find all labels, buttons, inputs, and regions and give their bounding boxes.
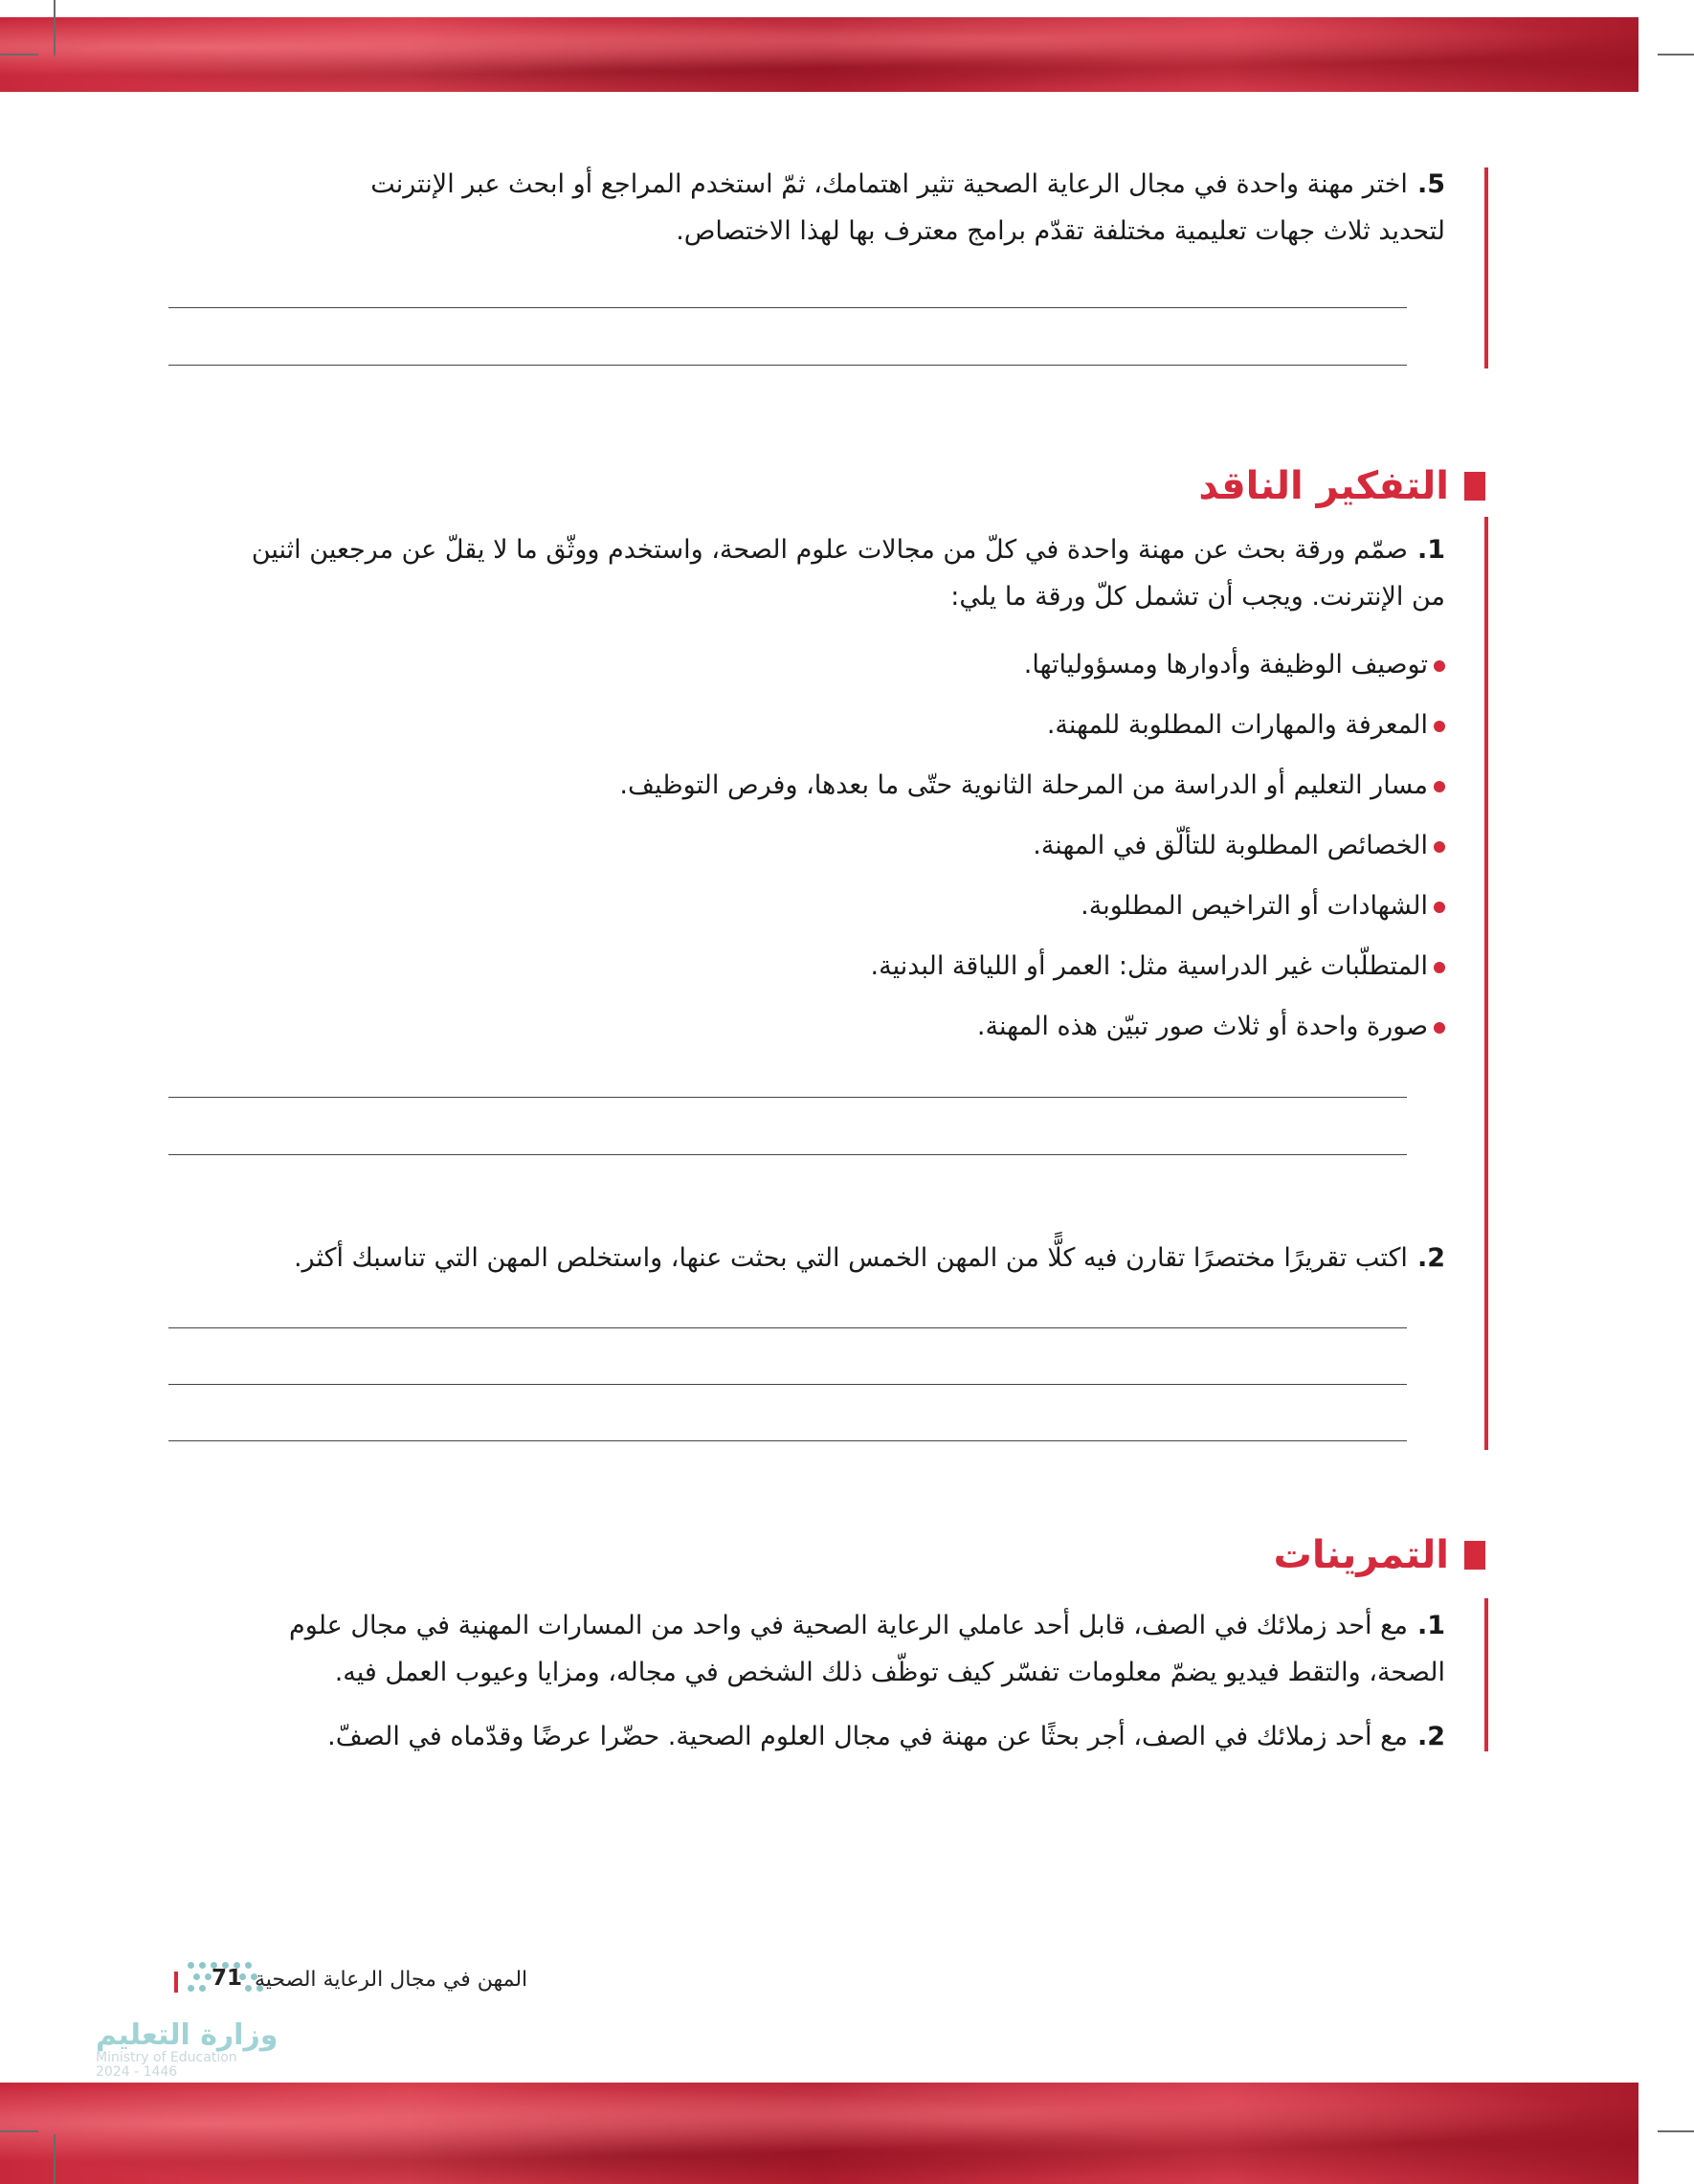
- list-item: الخصائص المطلوبة للتألّق في المهنة.: [249, 815, 1445, 876]
- page-number: 71: [212, 1966, 243, 1991]
- exercise-2: 2.مع أحد زملائك في الصف، أجر بحثًا عن مهنة في مجال العلوم الصحية. حضّرا عرضًا وقدّماه في الصفّ.: [201, 1713, 1445, 1760]
- crop-mark: [1658, 54, 1694, 56]
- ministry-logo: [96, 2019, 278, 2081]
- bullet-icon: [1434, 1022, 1445, 1034]
- answer-line[interactable]: [168, 307, 1407, 308]
- section-side-bar: [1484, 167, 1488, 368]
- edition-year: 2024 - 1446: [96, 2064, 178, 2081]
- section-side-bar: [1484, 1598, 1488, 1751]
- answer-line[interactable]: [168, 365, 1407, 366]
- exercises-heading: التمرينات: [1274, 1533, 1485, 1577]
- crop-mark: [0, 54, 38, 56]
- list-item: مسار التعليم أو الدراسة من المرحلة الثانوية حتّى ما بعدها، وفرص التوظيف.: [249, 755, 1445, 815]
- crop-mark: [54, 0, 56, 56]
- crop-mark: [0, 2130, 38, 2132]
- question-5: [201, 161, 1445, 255]
- critical-question-1: [201, 526, 1445, 620]
- exercise-1: [201, 1602, 1445, 1696]
- bullet-icon: [1434, 962, 1445, 973]
- question-number: 1.: [1416, 535, 1445, 565]
- bottom-decorative-band: [0, 2083, 1638, 2184]
- requirements-list: [249, 635, 1445, 1057]
- list-item: المتطلّبات غير الدراسية مثل: العمر أو اللياقة البدنية.: [249, 936, 1445, 996]
- exercise-1-line-1: 1.مع أحد زملائك في الصف، قابل أحد عاملي الرعاية الصحية في واحد من المسارات المهنية في مجال علوم: [201, 1602, 1445, 1649]
- ministry-name-en: Ministry of Education: [96, 2050, 237, 2065]
- section-side-bar: [1484, 517, 1488, 1450]
- question-number: 5.: [1416, 169, 1445, 199]
- question-5-line-1: 5.اختر مهنة واحدة في مجال الرعاية الصحية تثير اهتمامك، ثمّ استخدم المراجع أو ابحث عبر الإنترنت: [201, 161, 1445, 208]
- critical-question-1-line-1: 1.صمّم ورقة بحث عن مهنة واحدة في كلّ من مجالات علوم الصحة، واستخدم ووثّق ما لا يقلّ عن مرجعين اثنين: [201, 526, 1445, 573]
- question-number: 1.: [1416, 1611, 1445, 1640]
- bullet-icon: [1434, 902, 1445, 913]
- critical-thinking-heading: التفكير الناقد: [1198, 464, 1485, 508]
- answer-line[interactable]: [168, 1440, 1407, 1441]
- question-number: 2.: [1416, 1243, 1445, 1273]
- answer-line[interactable]: [168, 1384, 1407, 1385]
- bullet-icon: [1434, 721, 1445, 732]
- chapter-title: المهن في مجال الرعاية الصحية: [255, 1968, 528, 1992]
- list-item: صورة واحدة أو ثلاث صور تبيّن هذه المهنة.: [249, 996, 1445, 1057]
- list-item: توصيف الوظيفة وأدوارها ومسؤولياتها.: [249, 635, 1445, 695]
- critical-question-1-line-2: من الإنترنت. ويجب أن تشمل كلّ ورقة ما يلي:: [950, 582, 1445, 612]
- bullet-icon: [1434, 841, 1445, 853]
- exercise-1-line-2: الصحة، والتقط فيديو يضمّ معلومات تفسّر كيف توظّف ذلك الشخص في مجاله، ومزايا وعيوب العمل فيه.: [334, 1658, 1445, 1687]
- list-item: الشهادات أو التراخيص المطلوبة.: [249, 876, 1445, 936]
- question-5-line-2: لتحديد ثلاث جهات تعليمية مختلفة تقدّم برامج معترف بها لهذا الاختصاص.: [676, 216, 1445, 246]
- heading-square-icon: [1464, 472, 1485, 501]
- crop-mark: [1658, 2130, 1694, 2132]
- top-decorative-band: [0, 17, 1638, 92]
- footer-accent-bar: [174, 1972, 178, 1993]
- answer-line[interactable]: [168, 1327, 1407, 1328]
- critical-question-2: 2.اكتب تقريرًا مختصرًا تقارن فيه كلًّا من المهن الخمس التي بحثت عنها، واستخلص المهن التي تناسبك أكثر.: [201, 1235, 1445, 1281]
- bullet-icon: [1434, 781, 1445, 792]
- question-number: 2.: [1416, 1722, 1445, 1751]
- bullet-icon: [1434, 660, 1445, 672]
- heading-square-icon: [1464, 1541, 1485, 1570]
- answer-line[interactable]: [168, 1097, 1407, 1098]
- answer-line[interactable]: [168, 1154, 1407, 1155]
- ministry-name-ar: وزارة التعليم: [96, 2018, 279, 2052]
- list-item: المعرفة والمهارات المطلوبة للمهنة.: [249, 695, 1445, 755]
- crop-mark: [54, 2134, 56, 2184]
